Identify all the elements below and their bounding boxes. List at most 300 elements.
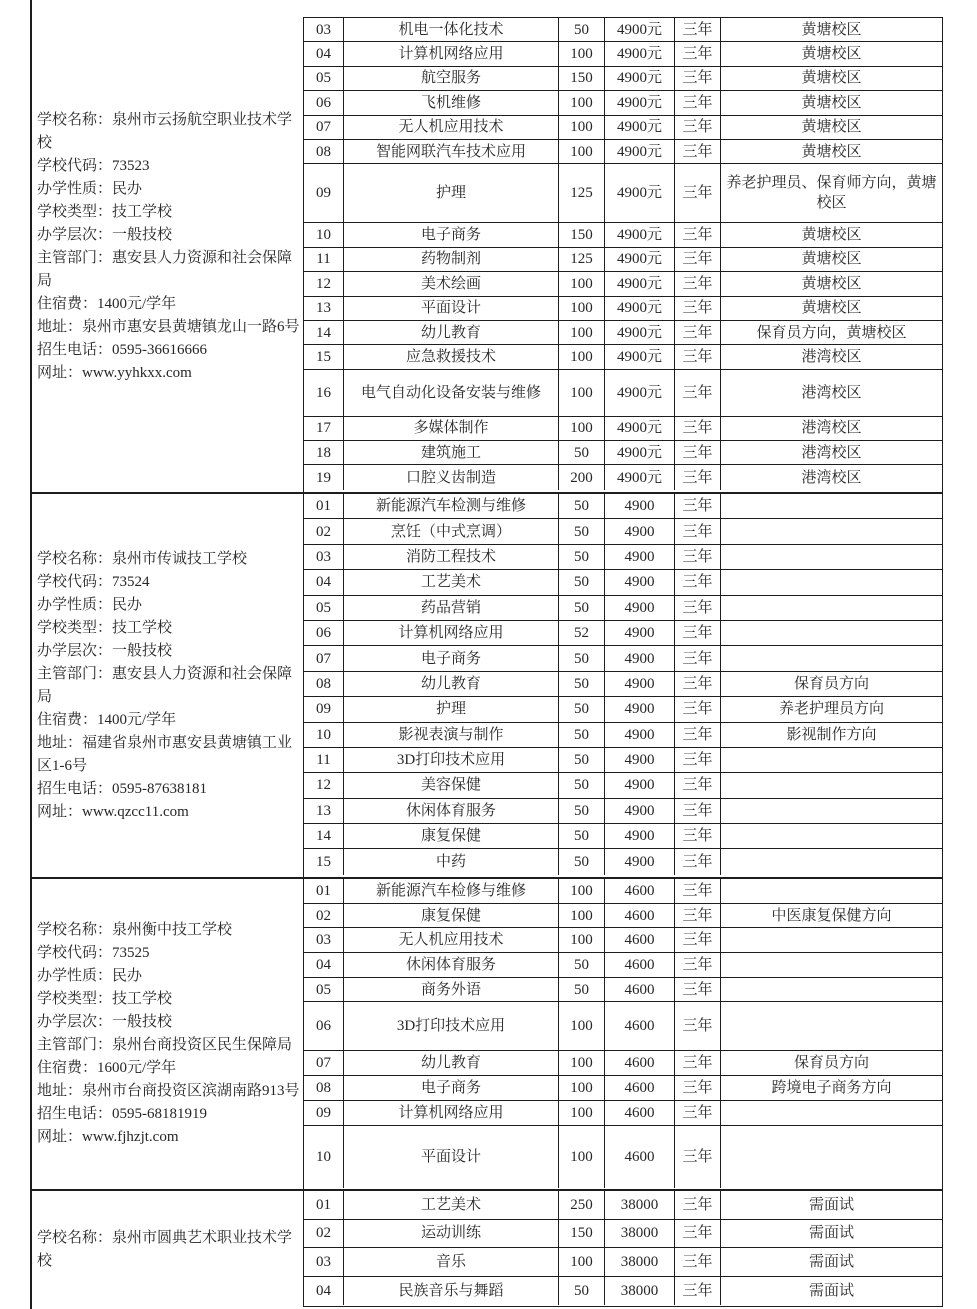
cell-note: 黄塘校区 [801, 119, 862, 136]
cell-major: 康复保健 [344, 824, 559, 848]
cell-no: 08 [304, 1076, 344, 1100]
school-divider-line [30, 1189, 943, 1191]
cell-count: 100 [559, 297, 605, 320]
cell-no: 05 [304, 67, 344, 90]
cell-no: 03 [304, 1248, 344, 1276]
cell-note: 需面试 [808, 1196, 854, 1213]
school-info-line: 办学层次：一般技校 [37, 1014, 173, 1030]
program-row [304, 519, 942, 544]
school-info-cell [30, 493, 303, 878]
cell-years: 三年 [675, 1220, 721, 1248]
school-info-line: 办学性质：民办 [37, 180, 143, 197]
cell-major: 康复保健 [344, 904, 559, 928]
program-row [304, 67, 942, 91]
cell-note [721, 1002, 942, 1050]
cell-years: 三年 [675, 773, 721, 797]
cell-major: 电子商务 [344, 646, 559, 670]
cell-major: 音乐 [344, 1248, 559, 1276]
cell-no: 14 [304, 321, 344, 344]
cell-major: 美容保健 [344, 773, 559, 797]
cell-years: 三年 [675, 545, 721, 569]
cell-no: 04 [304, 953, 344, 977]
cell-years: 三年 [675, 370, 721, 416]
program-row [304, 1248, 942, 1277]
cell-fee: 4900 [605, 773, 675, 797]
cell-major: 无人机应用技术 [344, 116, 559, 139]
cell-note: 黄塘校区 [801, 300, 862, 317]
cell-no: 15 [304, 849, 344, 874]
cell-years: 三年 [675, 1248, 721, 1276]
school-info-line: 学校名称：泉州市传诚技工学校 [37, 550, 248, 567]
cell-count: 100 [559, 879, 605, 903]
cell-no: 04 [304, 570, 344, 594]
cell-years: 三年 [675, 672, 721, 696]
cell-fee: 4900 [605, 697, 675, 721]
school-info-line: 学校名称：泉州衡中技工学校 [37, 922, 233, 938]
cell-count: 100 [559, 1076, 605, 1100]
cell-note: 需面试 [808, 1282, 854, 1299]
cell-fee: 38000 [605, 1248, 675, 1276]
cell-major: 休闲体育服务 [344, 799, 559, 823]
cell-count: 50 [559, 953, 605, 977]
program-row [304, 417, 942, 441]
cell-major: 新能源汽车检修与维修 [344, 879, 559, 903]
cell-note: 保育员方向，黄塘校区 [756, 324, 907, 341]
cell-no: 03 [304, 928, 344, 952]
cell-no: 07 [304, 646, 344, 670]
cell-years: 三年 [675, 1002, 721, 1050]
cell-major: 3D打印技术应用 [344, 748, 559, 772]
cell-major: 航空服务 [344, 67, 559, 90]
cell-no: 05 [304, 596, 344, 620]
cell-fee: 4600 [605, 1126, 675, 1188]
cell-count: 100 [559, 345, 605, 368]
cell-major: 计算机网络应用 [344, 42, 559, 65]
cell-major: 幼儿教育 [344, 321, 559, 344]
cell-fee: 4900元 [605, 140, 675, 163]
cell-note: 保育员方向 [793, 1055, 869, 1072]
program-table [303, 493, 943, 878]
cell-years: 三年 [675, 1126, 721, 1188]
cell-major: 飞机维修 [344, 91, 559, 114]
cell-major: 中药 [344, 849, 559, 874]
program-row [304, 879, 942, 904]
school-info-text [32, 917, 303, 1151]
cell-count: 50 [559, 545, 605, 569]
program-row [304, 849, 942, 874]
school-info-line: 网址：www.qzcc11.com [37, 803, 189, 820]
school-info-text [32, 546, 303, 826]
cell-count: 100 [559, 904, 605, 928]
cell-count: 50 [559, 596, 605, 620]
cell-major: 无人机应用技术 [344, 928, 559, 952]
cell-note: 港湾校区 [801, 420, 862, 437]
cell-fee: 4900元 [605, 67, 675, 90]
cell-count: 50 [559, 441, 605, 464]
program-row [304, 773, 942, 798]
cell-count: 50 [559, 672, 605, 696]
cell-no: 06 [304, 91, 344, 114]
school-info-line: 学校代码：73523 [37, 157, 150, 174]
cell-note: 黄塘校区 [801, 251, 862, 268]
cell-major: 计算机网络应用 [344, 621, 559, 645]
school-info-line: 学校类型：技工学校 [37, 991, 173, 1007]
cell-fee: 4900元 [605, 223, 675, 246]
cell-years: 三年 [675, 297, 721, 320]
cell-no: 08 [304, 140, 344, 163]
cell-note [721, 1126, 942, 1188]
cell-major: 幼儿教育 [344, 1051, 559, 1075]
cell-count: 50 [559, 1277, 605, 1306]
program-row [304, 441, 942, 465]
cell-fee: 4900元 [605, 91, 675, 114]
cell-fee: 4900 [605, 494, 675, 518]
cell-fee: 4900 [605, 519, 675, 543]
program-row [304, 646, 942, 671]
program-row [304, 91, 942, 115]
cell-major: 平面设计 [344, 1126, 559, 1188]
school-divider-line [30, 877, 943, 879]
cell-years: 三年 [675, 42, 721, 65]
school-info-line: 地址：福建省泉州市惠安县黄塘镇工业区1-6号 [37, 734, 293, 774]
cell-note [721, 570, 942, 594]
program-table [303, 1190, 943, 1307]
cell-fee: 4600 [605, 1076, 675, 1100]
cell-fee: 4900元 [605, 164, 675, 222]
cell-fee: 4900元 [605, 248, 675, 271]
school-info-line: 招生电话：0595-87638181 [37, 780, 207, 797]
school-info-line: 网址：www.fjhzjt.com [37, 1129, 179, 1145]
program-row [304, 621, 942, 646]
cell-fee: 38000 [605, 1220, 675, 1248]
cell-count: 125 [559, 248, 605, 271]
program-table [303, 17, 943, 493]
cell-count: 100 [559, 370, 605, 416]
school-info-line: 办学性质：民办 [37, 596, 143, 613]
cell-fee: 4900元 [605, 272, 675, 295]
cell-count: 150 [559, 67, 605, 90]
program-row [304, 1220, 942, 1249]
program-row [304, 904, 942, 929]
cell-count: 100 [559, 321, 605, 344]
cell-no: 19 [304, 465, 344, 489]
program-row [304, 928, 942, 953]
cell-count: 50 [559, 519, 605, 543]
cell-count: 100 [559, 1126, 605, 1188]
school-info-line: 招生电话：0595-68181919 [37, 1106, 207, 1122]
cell-years: 三年 [675, 248, 721, 271]
program-row [304, 223, 942, 247]
school-info-line: 住宿费：1400元/学年 [37, 711, 177, 728]
school-info-line: 学校代码：73525 [37, 945, 150, 961]
cell-years: 三年 [675, 1051, 721, 1075]
program-row [304, 297, 942, 321]
cell-fee: 4900元 [605, 417, 675, 440]
school-info-line: 办学性质：民办 [37, 968, 143, 984]
cell-no: 08 [304, 672, 344, 696]
program-row [304, 596, 942, 621]
cell-count: 50 [559, 646, 605, 670]
cell-fee: 4900元 [605, 370, 675, 416]
program-row [304, 345, 942, 369]
cell-years: 三年 [675, 1277, 721, 1306]
cell-fee: 4600 [605, 879, 675, 903]
cell-no: 12 [304, 773, 344, 797]
cell-note: 需面试 [808, 1225, 854, 1242]
cell-note [721, 621, 942, 645]
program-row [304, 370, 942, 417]
cell-note: 中医康复保健方向 [771, 907, 892, 924]
cell-no: 06 [304, 1002, 344, 1050]
school-info-line: 招生电话：0595-36616666 [37, 341, 207, 358]
cell-fee: 4900 [605, 621, 675, 645]
cell-note: 黄塘校区 [801, 94, 862, 111]
cell-fee: 4900元 [605, 116, 675, 139]
cell-years: 三年 [675, 465, 721, 489]
cell-note: 保育员方向 [793, 675, 869, 692]
cell-note: 影视制作方向 [786, 726, 877, 743]
program-row [304, 272, 942, 296]
cell-fee: 4900 [605, 672, 675, 696]
cell-note: 黄塘校区 [801, 46, 862, 63]
cell-no: 09 [304, 1101, 344, 1125]
program-row [304, 672, 942, 697]
cell-count: 100 [559, 1051, 605, 1075]
program-row [304, 42, 942, 66]
cell-fee: 4900元 [605, 441, 675, 464]
program-row [304, 1101, 942, 1126]
program-row [304, 248, 942, 272]
cell-note: 养老护理员方向 [778, 701, 884, 718]
cell-count: 100 [559, 417, 605, 440]
cell-fee: 4900 [605, 799, 675, 823]
program-row [304, 697, 942, 722]
cell-fee: 4900元 [605, 18, 675, 41]
program-row [304, 953, 942, 978]
cell-major: 消防工程技术 [344, 545, 559, 569]
cell-note: 港湾校区 [801, 469, 862, 486]
cell-no: 09 [304, 164, 344, 222]
cell-fee: 4900元 [605, 42, 675, 65]
cell-note: 黄塘校区 [801, 227, 862, 244]
cell-years: 三年 [675, 18, 721, 41]
cell-fee: 4600 [605, 978, 675, 1002]
cell-major: 护理 [344, 697, 559, 721]
program-row [304, 494, 942, 519]
cell-major: 工艺美术 [344, 570, 559, 594]
cell-major: 3D打印技术应用 [344, 1002, 559, 1050]
cell-count: 150 [559, 223, 605, 246]
cell-major: 计算机网络应用 [344, 1101, 559, 1125]
cell-no: 02 [304, 1220, 344, 1248]
cell-count: 50 [559, 697, 605, 721]
cell-years: 三年 [675, 1076, 721, 1100]
cell-years: 三年 [675, 723, 721, 747]
cell-major: 平面设计 [344, 297, 559, 320]
cell-no: 01 [304, 494, 344, 518]
cell-count: 200 [559, 465, 605, 489]
school-info-line: 办学层次：一般技校 [37, 226, 173, 243]
cell-fee: 4900元 [605, 321, 675, 344]
cell-fee: 4600 [605, 953, 675, 977]
cell-years: 三年 [675, 321, 721, 344]
cell-major: 口腔义齿制造 [344, 465, 559, 489]
cell-fee: 4600 [605, 928, 675, 952]
school-info-line: 主管部门：惠安县人力资源和社会保障局 [37, 665, 293, 705]
cell-note: 黄塘校区 [801, 143, 862, 160]
cell-note [721, 799, 942, 823]
cell-no: 03 [304, 545, 344, 569]
cell-fee: 4900 [605, 545, 675, 569]
cell-years: 三年 [675, 345, 721, 368]
cell-note: 港湾校区 [801, 348, 862, 365]
school-info-text [32, 107, 303, 387]
cell-major: 商务外语 [344, 978, 559, 1002]
cell-years: 三年 [675, 223, 721, 246]
cell-fee: 4600 [605, 1051, 675, 1075]
cell-major: 民族音乐与舞蹈 [344, 1277, 559, 1306]
cell-no: 07 [304, 1051, 344, 1075]
cell-note [721, 596, 942, 620]
program-row [304, 723, 942, 748]
cell-fee: 4600 [605, 1101, 675, 1125]
cell-count: 100 [559, 140, 605, 163]
cell-years: 三年 [675, 697, 721, 721]
cell-fee: 4900 [605, 748, 675, 772]
program-row [304, 978, 942, 1003]
cell-years: 三年 [675, 441, 721, 464]
cell-count: 250 [559, 1191, 605, 1219]
cell-years: 三年 [675, 272, 721, 295]
cell-major: 休闲体育服务 [344, 953, 559, 977]
program-row [304, 748, 942, 773]
cell-fee: 4900 [605, 596, 675, 620]
cell-major: 运动训练 [344, 1220, 559, 1248]
program-row [304, 164, 942, 223]
cell-count: 50 [559, 723, 605, 747]
cell-count: 100 [559, 116, 605, 139]
cell-major: 工艺美术 [344, 1191, 559, 1219]
cell-fee: 4600 [605, 1002, 675, 1050]
cell-years: 三年 [675, 646, 721, 670]
cell-note: 黄塘校区 [801, 275, 862, 292]
program-row [304, 1126, 942, 1188]
cell-count: 50 [559, 824, 605, 848]
cell-fee: 38000 [605, 1191, 675, 1219]
cell-no: 04 [304, 1277, 344, 1306]
cell-years: 三年 [675, 116, 721, 139]
cell-note [721, 748, 942, 772]
cell-years: 三年 [675, 621, 721, 645]
school-info-cell [30, 878, 303, 1190]
program-row [304, 799, 942, 824]
cell-years: 三年 [675, 849, 721, 874]
cell-years: 三年 [675, 953, 721, 977]
cell-no: 04 [304, 42, 344, 65]
cell-no: 12 [304, 272, 344, 295]
cell-major: 应急救援技术 [344, 345, 559, 368]
cell-no: 01 [304, 1191, 344, 1219]
cell-fee: 4900 [605, 570, 675, 594]
cell-no: 17 [304, 417, 344, 440]
program-row [304, 1076, 942, 1101]
cell-fee: 4900元 [605, 297, 675, 320]
cell-no: 10 [304, 1126, 344, 1188]
program-row [304, 545, 942, 570]
cell-major: 药品营销 [344, 596, 559, 620]
cell-major: 智能网联汽车技术应用 [344, 140, 559, 163]
cell-count: 100 [559, 1248, 605, 1276]
school-divider-line [30, 492, 943, 494]
cell-count: 100 [559, 42, 605, 65]
cell-major: 幼儿教育 [344, 672, 559, 696]
cell-note [721, 519, 942, 543]
cell-major: 烹饪（中式烹调） [344, 519, 559, 543]
cell-count: 50 [559, 494, 605, 518]
cell-fee: 4600 [605, 904, 675, 928]
program-row [304, 140, 942, 164]
cell-fee: 4900 [605, 646, 675, 670]
cell-count: 125 [559, 164, 605, 222]
cell-major: 建筑施工 [344, 441, 559, 464]
cell-note: 黄塘校区 [801, 70, 862, 87]
cell-note [721, 1101, 942, 1125]
school-info-line: 学校代码：73524 [37, 573, 150, 590]
cell-count: 50 [559, 849, 605, 874]
cell-note: 港湾校区 [801, 444, 862, 461]
cell-major: 多媒体制作 [344, 417, 559, 440]
cell-years: 三年 [675, 978, 721, 1002]
cell-fee: 38000 [605, 1277, 675, 1306]
program-row [304, 1051, 942, 1076]
school-info-cell [30, 1190, 303, 1309]
school-info-line: 住宿费：1600元/学年 [37, 1060, 177, 1076]
program-row [304, 824, 942, 849]
cell-note: 黄塘校区 [801, 21, 862, 38]
cell-no: 15 [304, 345, 344, 368]
school-info-line: 学校类型：技工学校 [37, 619, 173, 636]
cell-count: 100 [559, 91, 605, 114]
cell-note [721, 494, 942, 518]
cell-years: 三年 [675, 879, 721, 903]
school-info-line: 学校类型：技工学校 [37, 203, 173, 220]
cell-note: 港湾校区 [801, 384, 862, 401]
cell-major: 电子商务 [344, 223, 559, 246]
cell-note [721, 978, 942, 1002]
program-row [304, 1191, 942, 1220]
cell-note [721, 824, 942, 848]
cell-major: 机电一体化技术 [344, 18, 559, 41]
cell-note [721, 545, 942, 569]
cell-count: 50 [559, 18, 605, 41]
cell-count: 50 [559, 570, 605, 594]
cell-fee: 4900 [605, 849, 675, 874]
cell-years: 三年 [675, 928, 721, 952]
cell-no: 03 [304, 18, 344, 41]
cell-years: 三年 [675, 824, 721, 848]
cell-major: 电气自动化设备安装与维修 [344, 370, 559, 416]
cell-note: 跨境电子商务方向 [771, 1079, 892, 1096]
cell-note [721, 849, 942, 874]
cell-years: 三年 [675, 596, 721, 620]
cell-no: 02 [304, 904, 344, 928]
cell-no: 16 [304, 370, 344, 416]
cell-count: 100 [559, 928, 605, 952]
cell-years: 三年 [675, 799, 721, 823]
cell-major: 新能源汽车检测与维修 [344, 494, 559, 518]
program-row [304, 465, 942, 489]
cell-no: 02 [304, 519, 344, 543]
